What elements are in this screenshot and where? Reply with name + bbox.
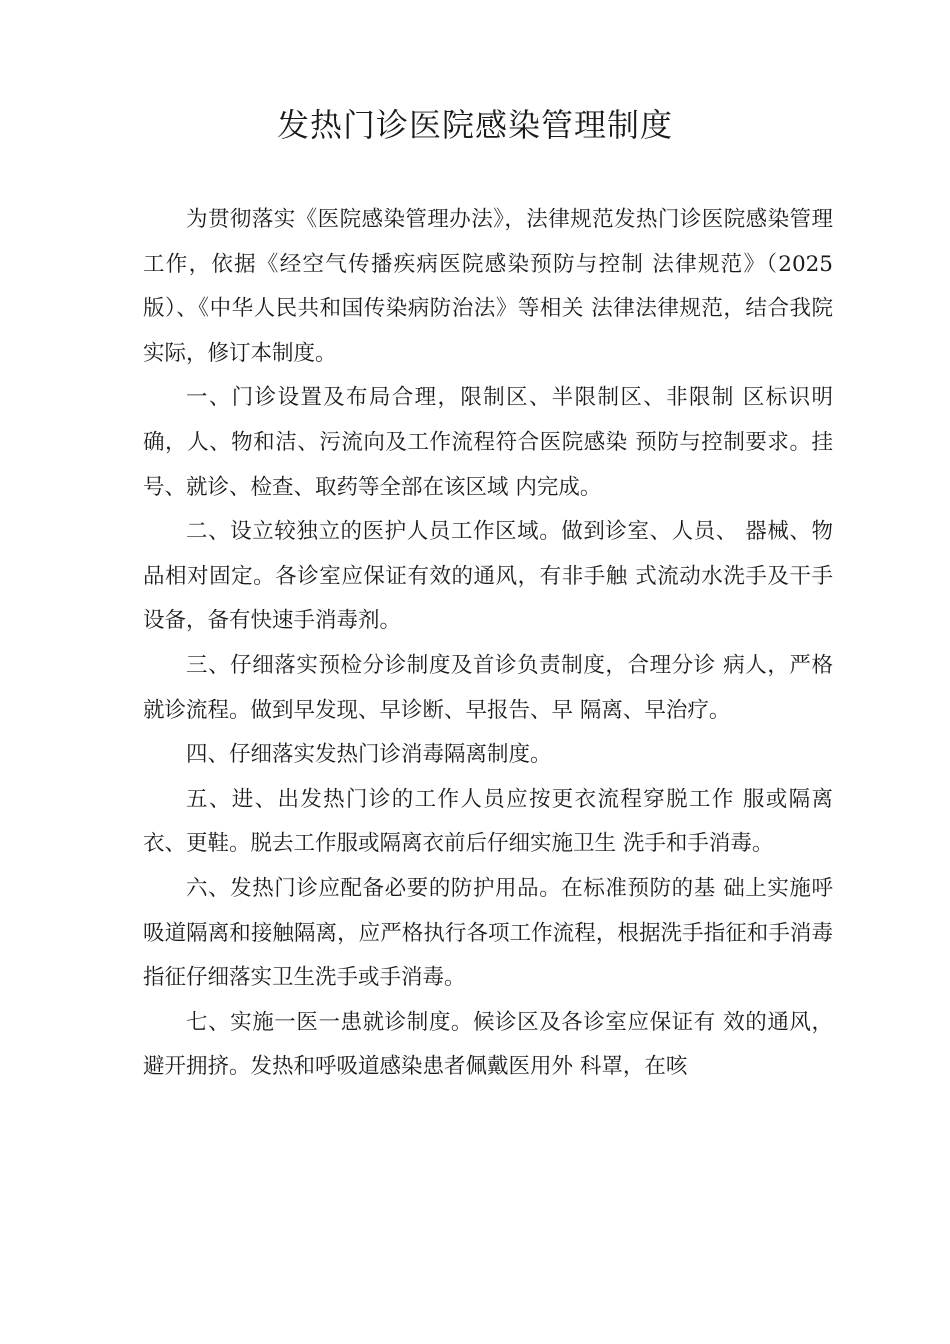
paragraph-item-4: 四、仔细落实发热门诊消毒隔离制度。 — [186, 742, 552, 768]
paragraph-item-6: 六、发热门诊应配备必要的防护用品。在标准预防的基 础上实施呼吸道隔离和接触隔离，应严格执行各项工作流程，根据洗手指征和手消毒指征仔细落实卫生洗手或手消毒。 — [143, 875, 833, 991]
paragraph-item-2: 二、设立较独立的医护人员工作区域。做到诊室、人员、 器械、物品相对固定。各诊室应保证有效的通风，有非手触 式流动水洗手及干手设备，备有快速手消毒剂。 — [143, 519, 833, 634]
paragraph-item-7: 七、实施一医一患就诊制度。候诊区及各诊室应保证有 效的通风，避开拥挤。发热和呼吸道感染患者佩戴医用外 科罩，在咳 — [143, 1009, 833, 1080]
paragraph-item-5: 五、进、出发热门诊的工作人员应按更衣流程穿脱工作 服或隔离衣、更鞋。脱去工作服或隔离衣前后仔细实施卫生 洗手和手消毒。 — [143, 786, 833, 857]
paragraph-intro: 为贯彻落实《医院感染管理办法》，法律规范发热门诊医院感染管理工作，依据《经空气传播疾病医院感染预防与控制 法律规范》（2025版）、《中华人民共和国传染病防治法》等相关 法律法律规范，结合我院实际，修订本制度。 — [143, 207, 833, 366]
paragraph-item-3: 三、仔细落实预检分诊制度及首诊负责制度，合理分诊 病人，严格就诊流程。做到早发现、早诊断、早报告、早 隔离、早治疗。 — [143, 652, 833, 723]
paragraph-item-1: 一、门诊设置及布局合理，限制区、半限制区、非限制 区标识明确，人、物和洁、污流向及工作流程符合医院感染 预防与控制要求。挂号、就诊、检查、取药等全部在该区域 内完成。 — [143, 385, 833, 500]
document-body — [143, 198, 833, 1090]
document-title: 发热门诊医院感染管理制度 — [276, 106, 673, 144]
